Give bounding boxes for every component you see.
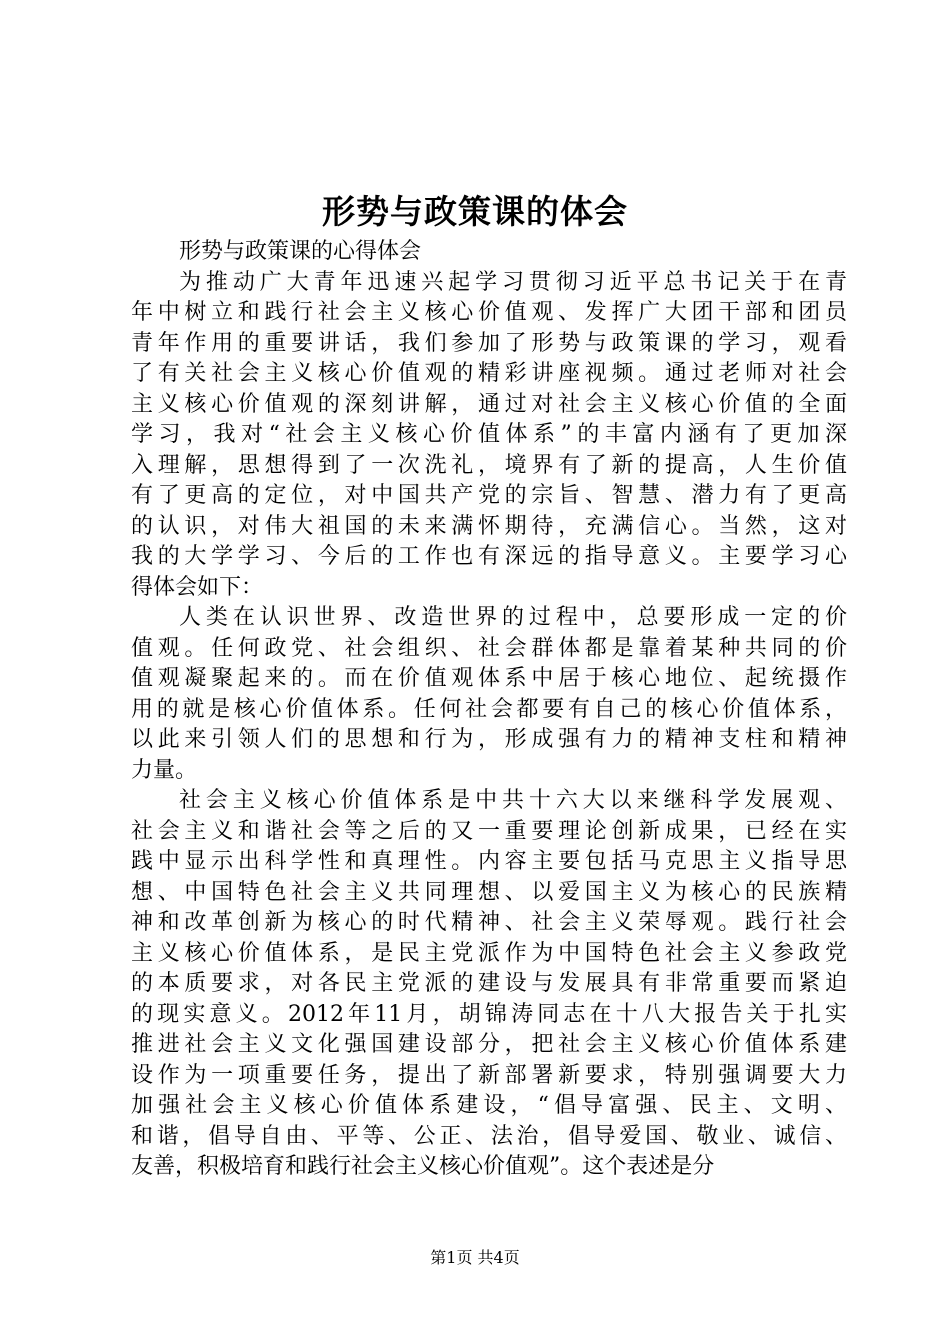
paragraph-line: 青年作用的重要讲话，我们参加了形势与政策课的学习，观看	[131, 330, 847, 356]
paragraph-line: 的认识，对伟大祖国的未来满怀期待，充满信心。当然，这对	[131, 513, 847, 539]
paragraph-line: 推进社会主义文化强国建设部分，把社会主义核心价值体系建	[131, 1032, 847, 1057]
paragraph-line: 力量。	[131, 757, 198, 783]
document-subtitle: 形势与政策课的心得体会	[179, 239, 422, 264]
paragraph-line: 社会主义和谐社会等之后的又一重要理论创新成果，已经在实	[131, 818, 847, 844]
paragraph-line: 用的就是核心价值体系。任何社会都要有自己的核心价值体系，	[131, 696, 847, 722]
paragraph	[131, 603, 847, 786]
paragraph-line: 我的大学学习、今后的工作也有深远的指导意义。主要学习心	[131, 544, 847, 569]
paragraph-line: 主义核心价值体系，是民主党派作为中国特色社会主义参政党	[131, 940, 847, 966]
paragraph	[131, 786, 847, 1183]
paragraph-line: 和谐，倡导自由、平等、公正、法治，倡导爱国、敬业、诚信、	[131, 1123, 847, 1149]
paragraph-line: 加强社会主义核心价值体系建设，“倡导富强、民主、文明、	[131, 1093, 847, 1118]
paragraph-line: 得体会如下：	[131, 574, 264, 600]
paragraph-line: 神和改革创新为核心的时代精神、社会主义荣辱观。践行社会	[131, 910, 847, 935]
paragraph-line: 年中树立和践行社会主义核心价值观、发挥广大团干部和团员	[131, 300, 847, 325]
paragraph-line: 友善，积极培育和践行社会主义核心价值观”。这个表述是分	[131, 1154, 715, 1179]
page-title: 形势与政策课的体会	[322, 192, 628, 231]
paragraph	[131, 268, 847, 604]
paragraph-line: 人类在认识世界、改造世界的过程中，总要形成一定的价	[179, 605, 847, 630]
paragraph-line: 主义核心价值观的深刻讲解，通过对社会主义核心价值的全面	[131, 391, 847, 417]
page-footer: 第1页 共4页	[430, 1248, 520, 1267]
paragraph-line: 的现实意义。2012年11月，胡锦涛同志在十八大报告关于扎实	[131, 1001, 847, 1027]
document-body	[131, 237, 847, 1183]
paragraph-line: 想、中国特色社会主义共同理想、以爱国主义为核心的民族精	[131, 879, 847, 905]
paragraph-list	[131, 268, 847, 1183]
paragraph-line: 值观凝聚起来的。而在价值观体系中居于核心地位、起统摄作	[131, 666, 847, 691]
paragraph-line: 有了更高的定位，对中国共产党的宗旨、智慧、潜力有了更高	[131, 483, 847, 508]
paragraph-line: 值观。任何政党、社会组织、社会群体都是靠着某种共同的价	[131, 635, 847, 661]
paragraph-line: 了有关社会主义核心价值观的精彩讲座视频。通过老师对社会	[131, 361, 847, 386]
paragraph-line: 设作为一项重要任务，提出了新部署新要求，特别强调要大力	[131, 1062, 847, 1088]
paragraph-line: 入理解，思想得到了一次洗礼，境界有了新的提高，人生价值	[131, 452, 847, 478]
paragraph-line: 社会主义核心价值体系是中共十六大以来继科学发展观、	[179, 788, 847, 813]
paragraph-line: 践中显示出科学性和真理性。内容主要包括马克思主义指导思	[131, 849, 847, 874]
paragraph-line: 以此来引领人们的思想和行为，形成强有力的精神支柱和精神	[131, 727, 847, 752]
paragraph-line: 的本质要求，对各民主党派的建设与发展具有非常重要而紧迫	[131, 971, 847, 996]
paragraph-line: 学习，我对“社会主义核心价值体系”的丰富内涵有了更加深	[131, 422, 847, 447]
paragraph-line: 为推动广大青年迅速兴起学习贯彻习近平总书记关于在青	[179, 269, 847, 295]
